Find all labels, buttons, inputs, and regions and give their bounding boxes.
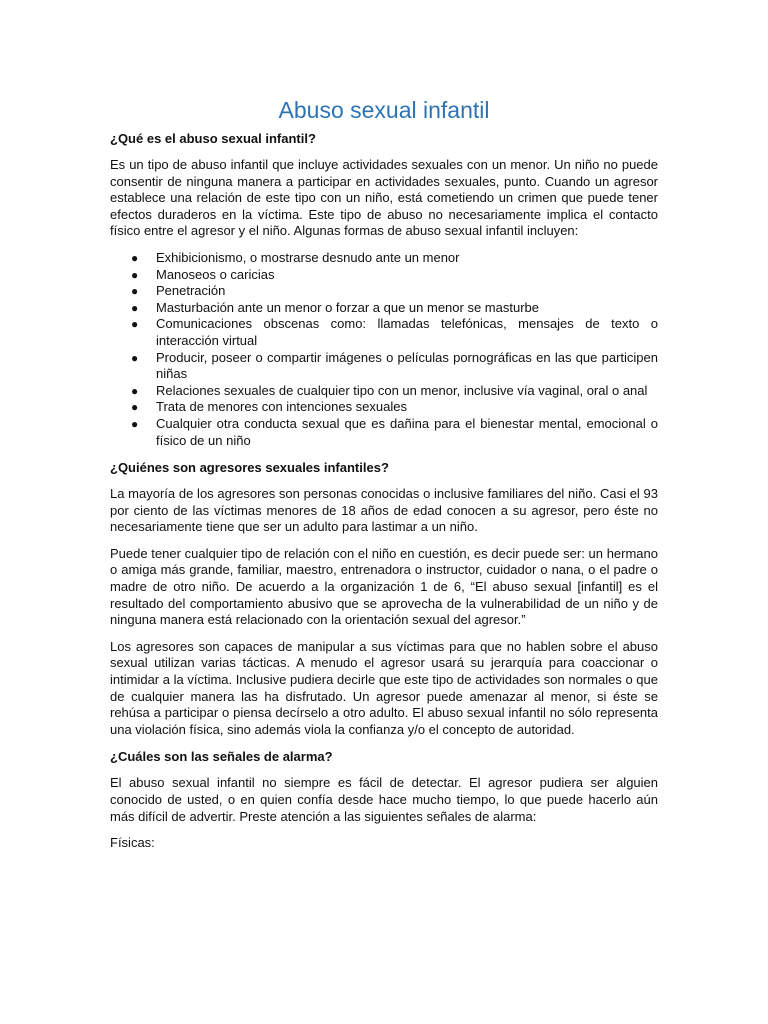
list-item: ● Cualquier otra conducta sexual que es dañina para el bienestar mental, emocional o físico de un niño	[131, 415, 658, 448]
paragraph: Los agresores son capaces de manipular a sus víctimas para que no hablen sobre el abuso sexual utilizan varias tácticas. A menudo el agresor usará su jerarquía para coaccionar o intimidar a la víctima. Inclusive pudiera decirle que este tipo de actividades son normales o que de cualquier manera las ha disfrutado. Un agresor puede amenazar al menor, si éste se rehúsa a participar o piensa decírselo a otro adulto. El abuso sexual infantil no sólo representa una violación física, sino además viola la confianza y/o el concepto de autoridad.	[110, 638, 658, 737]
section-senales	[110, 748, 658, 851]
section-que-es	[110, 130, 658, 449]
bullet-icon: ●	[131, 284, 139, 299]
list-item: ● Trata de menores con intenciones sexuales	[131, 399, 407, 415]
bullet-icon: ●	[131, 300, 139, 315]
list-item: ● Relaciones sexuales de cualquier tipo con un menor, inclusive vía vaginal, oral o anal	[131, 382, 648, 398]
list-item: ● Exhibicionismo, o mostrarse desnudo ante un menor	[131, 249, 460, 265]
list-item: ● Penetración	[131, 283, 226, 299]
section-agresores	[110, 459, 658, 738]
bullet-icon: ●	[131, 400, 139, 415]
bullet-icon: ●	[131, 350, 139, 365]
list-item: ● Masturbación ante un menor o forzar a que un menor se masturbe	[131, 299, 539, 315]
list-item: ● Producir, poseer o compartir imágenes o películas pornográficas en las que participen niñas	[131, 349, 658, 382]
bullet-icon: ●	[131, 267, 139, 282]
bullet-icon: ●	[131, 383, 139, 398]
section-heading: ¿Qué es el abuso sexual infantil?	[110, 131, 316, 146]
bullet-icon: ●	[131, 250, 139, 265]
section-heading: ¿Quiénes son agresores sexuales infantiles?	[110, 460, 389, 476]
section-heading: ¿Cuáles son las señales de alarma?	[110, 749, 333, 765]
bullet-list	[110, 250, 658, 449]
paragraph: La mayoría de los agresores son personas conocidas o inclusive familiares del niño. Casi el 93 por ciento de las víctimas menores de 18 años de edad conocen a su agresor, pero éste no necesariamente tiene que ser un adulto para lastimar a un niño.	[110, 486, 658, 535]
list-item: ● Manoseos o caricias	[131, 266, 275, 282]
paragraph: Es un tipo de abuso infantil que incluye actividades sexuales con un menor. Un niño no puede consentir de ninguna manera a participar en actividades sexuales, punto. Cuando un agresor establece una relación de este tipo con un niño, está cometiendo un crimen que puede tener efectos duraderos en la víctima. Este tipo de abuso no necesariamente implica el contacto físico entre el agresor y el niño. Algunas formas de abuso sexual infantil incluyen:	[110, 157, 658, 239]
paragraph: Físicas:	[110, 835, 155, 851]
paragraph: El abuso sexual infantil no siempre es fácil de detectar. El agresor pudiera ser alguien conocido de usted, o en quien confía desde hace mucho tiempo, lo que puede hacerlo aún más difícil de advertir. Preste atención a las siguientes señales de alarma:	[110, 775, 658, 824]
document-title: Abuso sexual infantil	[278, 97, 490, 123]
list-item: ● Comunicaciones obscenas como: llamadas telefónicas, mensajes de texto o interacción virtual	[131, 316, 658, 348]
bullet-icon: ●	[131, 416, 139, 431]
bullet-icon: ●	[131, 317, 139, 332]
paragraph: Puede tener cualquier tipo de relación con el niño en cuestión, es decir puede ser: un hermano o amiga más grande, familiar, maestro, entrenadora o instructor, cuidador o nana, o el padre o madre de otro niño. De acuerdo a la organización 1 de 6, “El abuso sexual [infantil] es el resultado del comportamiento abusivo que se aprovecha de la vulnerabilidad de un niño y de ninguna manera está relacionado con la orientación sexual del agresor.”	[110, 545, 658, 628]
